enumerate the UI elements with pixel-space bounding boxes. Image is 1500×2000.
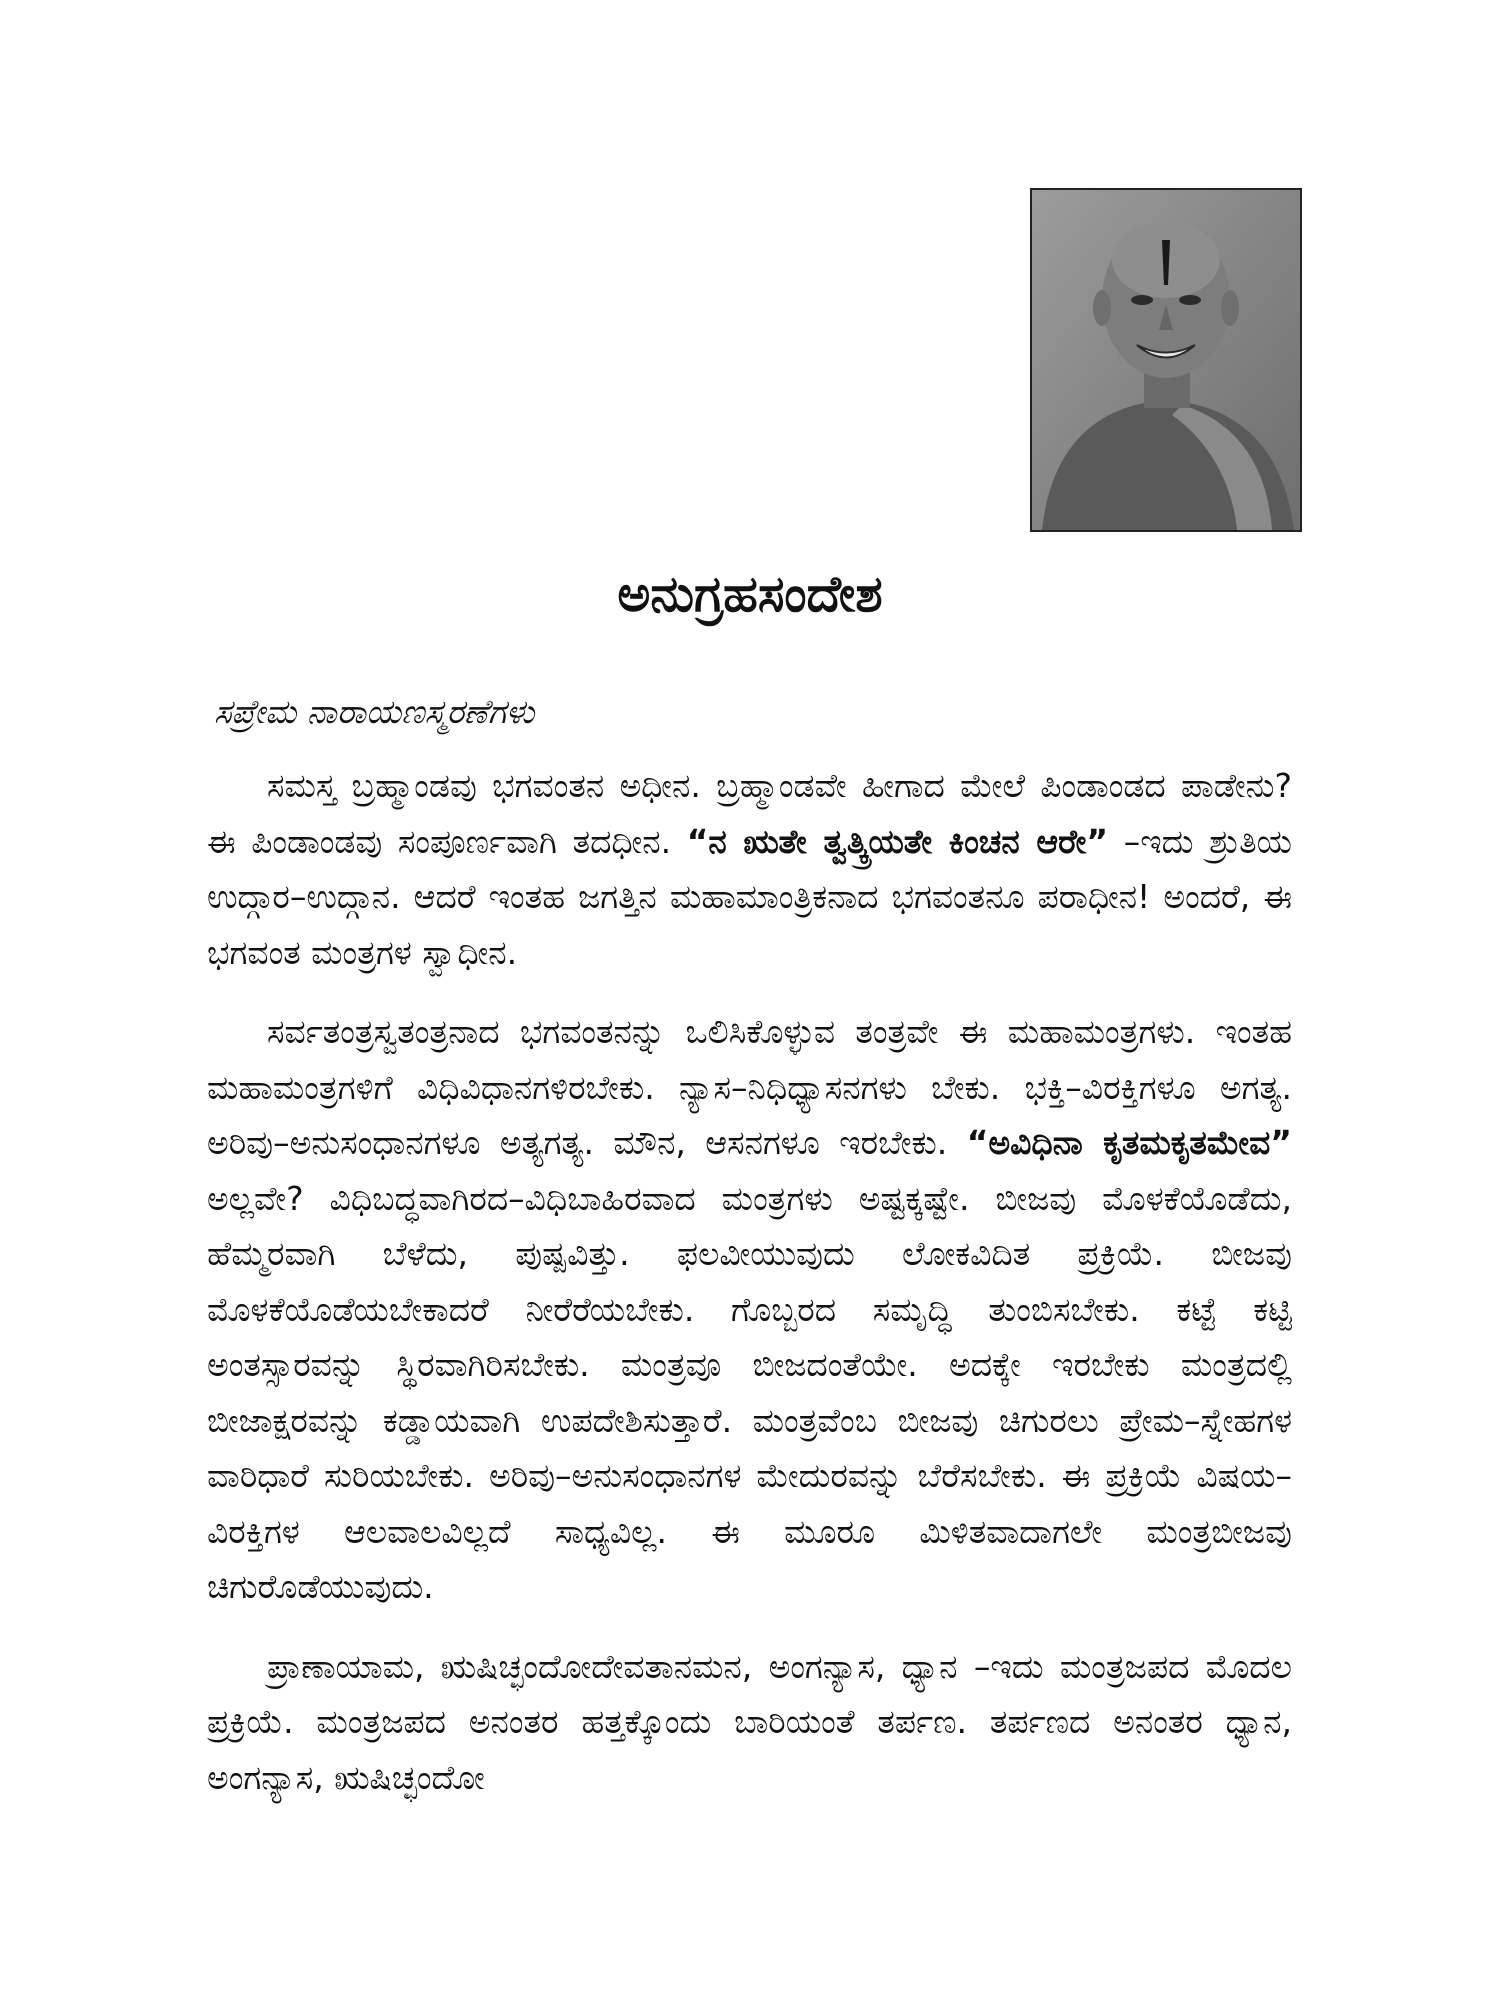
salutation: ಸಪ್ರೇಮ ನಾರಾಯಣಸ್ಮರಣೆಗಳು (214, 692, 535, 731)
paragraph-3-text-a: ಪ್ರಾಣಾಯಾಮ, ಋಷಿಚ್ಛಂದೋದೇವತಾನಮನ, ಅಂಗನ್ಯಾಸ, ಧ್ಯಾನ –ಇದು ಮಂತ್ರಜಪದ ಮೊದಲ ಪ್ರಕ್ರಿಯೆ. ಮಂತ್ರಜಪದ ಅನಂತರ ಹತ್ತಕ್ಕೊಂದು ಬಾರಿಯಂತೆ ತರ್ಪಣ. ತರ್ಪಣದ ಅನಂತರ ಧ್ಯಾನ, ಅಂಗನ್ಯಾಸ, ಋಷಿಚ್ಛಂದೋ (207, 1646, 1292, 1797)
portrait-photo (1030, 188, 1302, 532)
page-title: ಅನುಗ್ರಹಸಂದೇಶ (617, 565, 883, 623)
paragraph-1-text-b: –ಇದು ಶ್ರುತಿಯ ಉದ್ಗಾರ–ಉದ್ಗಾನ. ಆದರೆ ಇಂತಹ ಜಗತ್ತಿನ ಮಹಾಮಾಂತ್ರಿಕನಾದ ಭಗವಂತನೂ ಪರಾಧೀನ! ಅಂದರೆ, ಈ ಭಗವಂತ ಮಂತ್ರಗಳ ಸ್ವಾಧೀನ. (207, 821, 1292, 972)
paragraph-3 (207, 1639, 1292, 1806)
portrait-icon (1032, 190, 1300, 530)
paragraph-1-text-a: ಸಮಸ್ತ ಬ್ರಹ್ಮಾಂಡವು ಭಗವಂತನ ಅಧೀನ. ಬ್ರಹ್ಮಾಂಡವೇ ಹೀಗಾದ ಮೇಲೆ ಪಿಂಡಾಂಡದ ಪಾಡೇನು? ಈ ಪಿಂಡಾಂಡವು ಸಂಪೂರ್ಣವಾಗಿ ತದಧೀನ. (207, 766, 1292, 861)
paragraph-1-quote: “ನ ಋತೇ ತ್ವತ್ಕ್ರಿಯತೇ ಕಿಂಚನ ಆರೇ” (686, 821, 1109, 861)
paragraph-2 (207, 1004, 1292, 1615)
paragraph-2-quote: “ಅವಿಧಿನಾ ಕೃತಮಕೃತಮೇವ” (966, 1123, 1292, 1162)
message-body (207, 758, 1292, 1829)
paragraph-2-text-b: ಅಲ್ಲವೇ? ವಿಧಿಬದ್ಧವಾಗಿರದ–ವಿಧಿಬಾಹಿರವಾದ ಮಂತ್ರಗಳು ಅಷ್ಟಕ್ಕಷ್ಟೇ. ಬೀಜವು ಮೊಳಕೆಯೊಡೆದು, ಹೆಮ್ಮರವಾಗಿ ಬೆಳೆದು, ಪುಷ್ಪವಿತ್ತು. ಫಲವೀಯುವುದು ಲೋಕವಿದಿತ ಪ್ರಕ್ರಿಯೆ. ಬೀಜವು ಮೊಳಕೆಯೊಡೆಯಬೇಕಾದರೆ ನೀರೆರೆಯಬೇಕು. ಗೊಬ್ಬರದ ಸಮೃದ್ಧಿ ತುಂಬಿಸಬೇಕು. ಕಟ್ಟೆ ಕಟ್ಟಿ ಅಂತಸ್ಸಾರವನ್ನು ಸ್ಥಿರವಾಗಿರಿಸಬೇಕು. ಮಂತ್ರವೂ ಬೀಜದಂತೆಯೇ. ಅದಕ್ಕೇ ಇರಬೇಕು ಮಂತ್ರದಲ್ಲಿ ಬೀಜಾಕ್ಷರವನ್ನು ಕಡ್ಡಾಯವಾಗಿ ಉಪದೇಶಿಸುತ್ತಾರೆ. ಮಂತ್ರವೆಂಬ ಬೀಜವು ಚಿಗುರಲು ಪ್ರೇಮ–ಸ್ನೇಹಗಳ ವಾರಿಧಾರೆ ಸುರಿಯಬೇಕು. ಅರಿವು–ಅನುಸಂಧಾನಗಳ ಮೇದುರವನ್ನು ಬೆರೆಸಬೇಕು. ಈ ಪ್ರಕ್ರಿಯೆ ವಿಷಯ–ವಿರಕ್ತಿಗಳ ಆಲವಾಲವಿಲ್ಲದೆ ಸಾಧ್ಯವಿಲ್ಲ. ಈ ಮೂರೂ ಮಿಳಿತವಾದಾಗಲೇ ಮಂತ್ರಬೀಜವು ಚಿಗುರೊಡೆಯುವುದು. (207, 1178, 1292, 1606)
paragraph-2-text-a: ಸರ್ವತಂತ್ರಸ್ವತಂತ್ರನಾದ ಭಗವಂತನನ್ನು ಒಲಿಸಿಕೊಳ್ಳುವ ತಂತ್ರವೇ ಈ ಮಹಾಮಂತ್ರಗಳು. ಇಂತಹ ಮಹಾಮಂತ್ರಗಳಿಗೆ ವಿಧಿವಿಧಾನಗಳಿರಬೇಕು. ನ್ಯಾಸ–ನಿಧಿಧ್ಯಾಸನಗಳು ಬೇಕು. ಭಕ್ತಿ–ವಿರಕ್ತಿಗಳೂ ಅಗತ್ಯ. ಅರಿವು–ಅನುಸಂಧಾನಗಳೂ ಅತ್ಯಗತ್ಯ. ಮೌನ, ಆಸನಗಳೂ ಇರಬೇಕು. (207, 1012, 1292, 1162)
paragraph-1 (207, 758, 1292, 980)
